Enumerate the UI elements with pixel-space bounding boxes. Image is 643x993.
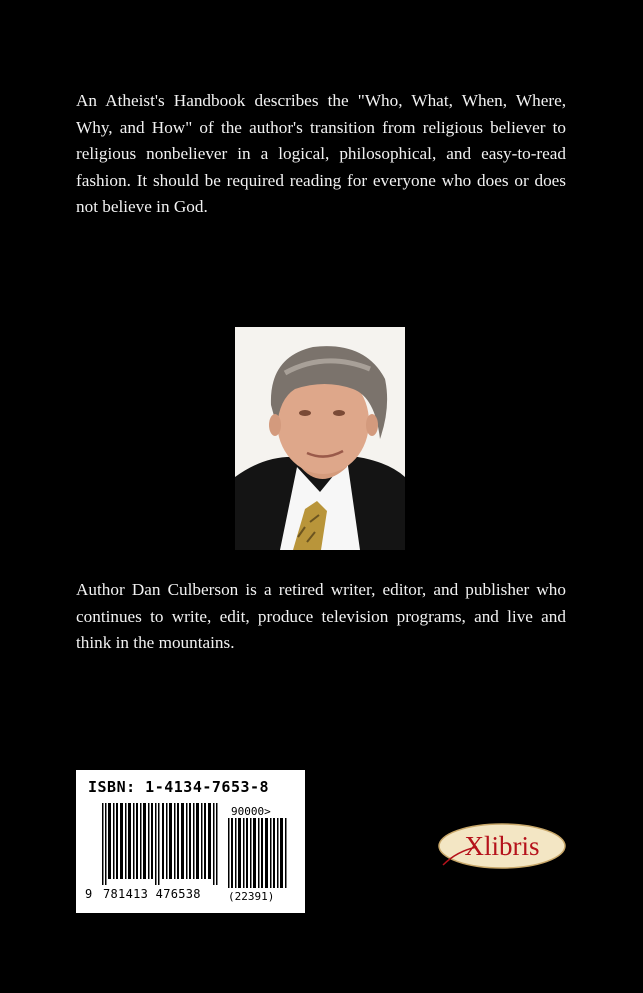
barcode-lead-digit: 9 [85,887,93,901]
svg-text:Xlibris: Xlibris [464,831,540,861]
back-cover-blurb: An Atheist's Handbook describes the "Who, What, When, Where, Why, and How" of the author's transition from religious believer to religious nonbeliever in a logical, philosophical, and easy-to-read fashion. It should be required reading for everyone who does or does not believe in God. [76,91,566,217]
author-photo [235,327,405,550]
isbn-barcode [76,770,305,913]
price-digits: (22391) [228,890,275,903]
barcode-digits: 781413 476538 [103,887,201,901]
price-code: 90000> [231,805,271,818]
xlibris-logo-mark [437,821,567,871]
author-portrait-image [235,327,405,550]
author-biography: Author Dan Culberson is a retired writer, editor, and publisher who continues to write, edit, produce television programs, and live and think in the mountains. [76,580,566,653]
isbn-label: ISBN: 1-4134-7653-8 [88,778,270,796]
price-barcode-bars [228,818,290,888]
barcode-bars [102,803,220,885]
xlibris-logo [437,821,567,871]
